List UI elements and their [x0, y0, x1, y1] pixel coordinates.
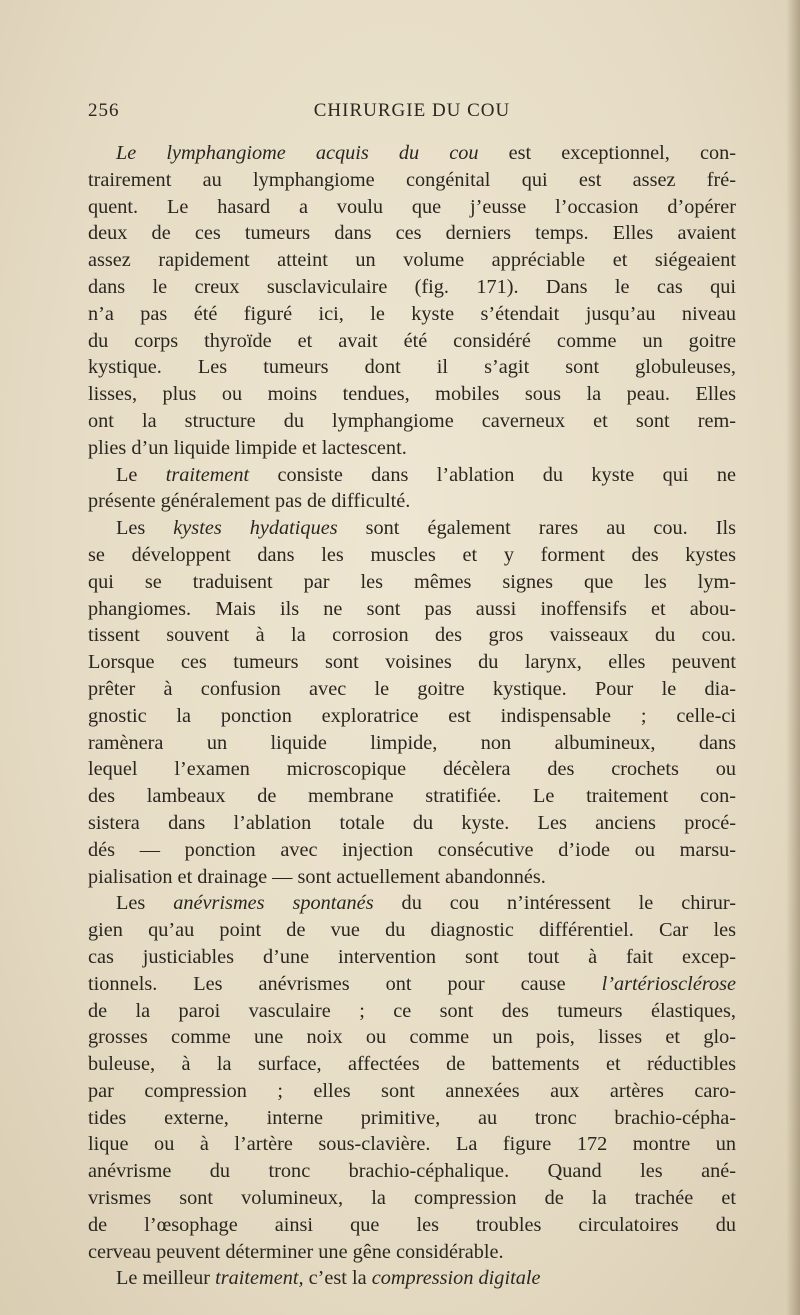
text-span: ramènera un liquide limpide, non albumineux, dans — [88, 731, 736, 754]
text-line — [88, 515, 736, 542]
text-line — [88, 1239, 736, 1266]
text-line — [88, 220, 736, 247]
text-line — [88, 1158, 736, 1185]
italic-span: compression digitale — [371, 1267, 541, 1290]
text-span: buleuse, à la surface, affectées de battements et réductibles — [88, 1053, 736, 1076]
text-span: Les — [116, 517, 174, 540]
text-span: qui se traduisent par les mêmes signes que les lym- — [88, 570, 736, 593]
italic-span: traitement, — [215, 1267, 304, 1290]
running-head: CHIRURGIE DU COU — [313, 100, 511, 121]
text-span: est exceptionnel, con- — [478, 142, 736, 164]
text-span: consiste dans l’ablation du kyste qui ne — [249, 463, 736, 486]
text-line — [88, 140, 736, 167]
text-line — [88, 274, 736, 301]
text-span: cas justiciables d’une intervention sont tout à fait excep- — [88, 945, 736, 968]
text-span: dés — ponction avec injection consécutive d’iode ou marsu- — [88, 838, 736, 861]
text-span: plies d’un liquide limpide et lactescent. — [88, 436, 407, 459]
page-header — [88, 100, 736, 130]
text-span: anévrisme du tronc brachio-céphalique. Quand les ané- — [88, 1160, 736, 1183]
text-span: tissent souvent à la corrosion des gros vaisseaux du cou. — [88, 624, 736, 647]
text-line — [88, 167, 736, 194]
text-span: kystique. Les tumeurs dont il s’agit sont globuleuses, — [88, 356, 736, 379]
text-span: lequel l’examen microscopique décèlera des crochets ou — [88, 758, 736, 781]
body-text — [88, 140, 736, 1292]
text-line — [88, 703, 736, 730]
text-line — [88, 354, 736, 381]
italic-span: l’artériosclérose — [601, 972, 736, 995]
page-edge-shadow — [786, 0, 800, 1315]
text-line — [88, 649, 736, 676]
text-span: du cou n’intéressent le chirur- — [373, 892, 736, 915]
text-span: vrismes sont volumineux, la compression de la trachée et — [88, 1187, 736, 1210]
italic-span: anévrismes spontanés — [173, 892, 374, 915]
text-span: se développent dans les muscles et y forment des kystes — [88, 543, 736, 566]
text-span: deux de ces tumeurs dans ces derniers temps. Elles avaient — [88, 222, 736, 245]
text-line — [88, 542, 736, 569]
text-span: pialisation et drainage — sont actuellement abandonnés. — [88, 865, 546, 888]
text-span: tides externe, interne primitive, au tronc brachio-cépha- — [88, 1106, 736, 1129]
text-span: c’est la — [303, 1267, 372, 1290]
italic-span: Le lymphangiome acquis du cou — [116, 142, 479, 164]
text-line — [88, 1131, 736, 1158]
text-span: n’a pas été figuré ici, le kyste s’étendait jusqu’au niveau — [88, 302, 736, 325]
text-span: phangiomes. Mais ils ne sont pas aussi inoffensifs et abou- — [88, 597, 736, 620]
italic-span: kystes hydatiques — [173, 517, 338, 540]
text-span: Les — [116, 892, 174, 915]
text-line — [88, 917, 736, 944]
text-line — [88, 1105, 736, 1132]
text-line — [88, 328, 736, 355]
text-line — [88, 1078, 736, 1105]
text-line — [88, 381, 736, 408]
text-line — [88, 1185, 736, 1212]
text-line — [88, 810, 736, 837]
text-line — [88, 971, 736, 998]
text-span: gnostic la ponction exploratrice est indispensable ; celle-ci — [88, 704, 736, 727]
text-line — [88, 247, 736, 274]
text-line — [88, 783, 736, 810]
text-line — [88, 837, 736, 864]
text-span: sistera dans l’ablation totale du kyste. Les anciens procé- — [88, 811, 736, 834]
text-line — [88, 488, 736, 515]
text-span: Le — [116, 463, 166, 486]
text-line — [88, 622, 736, 649]
text-line — [88, 864, 736, 891]
text-line — [88, 1051, 736, 1078]
text-line — [88, 944, 736, 971]
italic-span: traitement — [165, 463, 250, 486]
text-span: du corps thyroïde et avait été considéré comme un goitre — [88, 329, 736, 352]
text-line — [88, 998, 736, 1025]
text-line — [88, 569, 736, 596]
text-span: présente généralement pas de difficulté. — [88, 490, 411, 513]
text-span: dans le creux susclaviculaire (fig. 171). Dans le cas qui — [88, 275, 736, 298]
text-span: assez rapidement atteint un volume appréciable et siégeaient — [88, 249, 736, 272]
text-line — [88, 730, 736, 757]
page-number: 256 — [88, 100, 120, 121]
text-span: lique ou à l’artère sous-clavière. La figure 172 montre un — [88, 1133, 736, 1156]
text-span: gien qu’au point de vue du diagnostic différentiel. Car les — [88, 919, 736, 942]
text-span: de l’œsophage ainsi que les troubles circulatoires du — [88, 1213, 736, 1236]
text-span: Lorsque ces tumeurs sont voisines du larynx, elles peuvent — [88, 651, 736, 674]
text-span: lisses, plus ou moins tendues, mobiles sous la peau. Elles — [88, 383, 736, 406]
text-span: par compression ; elles sont annexées aux artères caro- — [88, 1079, 736, 1102]
text-line — [88, 1265, 736, 1292]
text-line — [88, 408, 736, 435]
text-span: trairement au lymphangiome congénital qui est assez fré- — [88, 168, 736, 191]
text-line — [88, 596, 736, 623]
text-span: tionnels. Les anévrismes ont pour cause — [88, 972, 602, 995]
text-span: grosses comme une noix ou comme un pois, lisses et glo- — [88, 1026, 736, 1049]
text-span: prêter à confusion avec le goitre kystique. Pour le dia- — [88, 677, 736, 700]
text-line — [88, 462, 736, 489]
text-line — [88, 301, 736, 328]
text-line — [88, 676, 736, 703]
text-line — [88, 890, 736, 917]
text-span: Le meilleur — [116, 1267, 216, 1290]
text-span: de la paroi vasculaire ; ce sont des tumeurs élastiques, — [88, 999, 736, 1022]
text-line — [88, 756, 736, 783]
text-line — [88, 194, 736, 221]
text-span: ont la structure du lymphangiome caverneux et sont rem- — [88, 409, 736, 432]
text-span: des lambeaux de membrane stratifiée. Le traitement con- — [88, 785, 736, 808]
text-line — [88, 1024, 736, 1051]
text-span: quent. Le hasard a voulu que j’eusse l’occasion d’opérer — [88, 195, 736, 218]
text-line — [88, 435, 736, 462]
text-span: cerveau peuvent déterminer une gêne considérable. — [88, 1240, 504, 1263]
text-line — [88, 1212, 736, 1239]
text-span: sont également rares au cou. Ils — [337, 517, 736, 540]
